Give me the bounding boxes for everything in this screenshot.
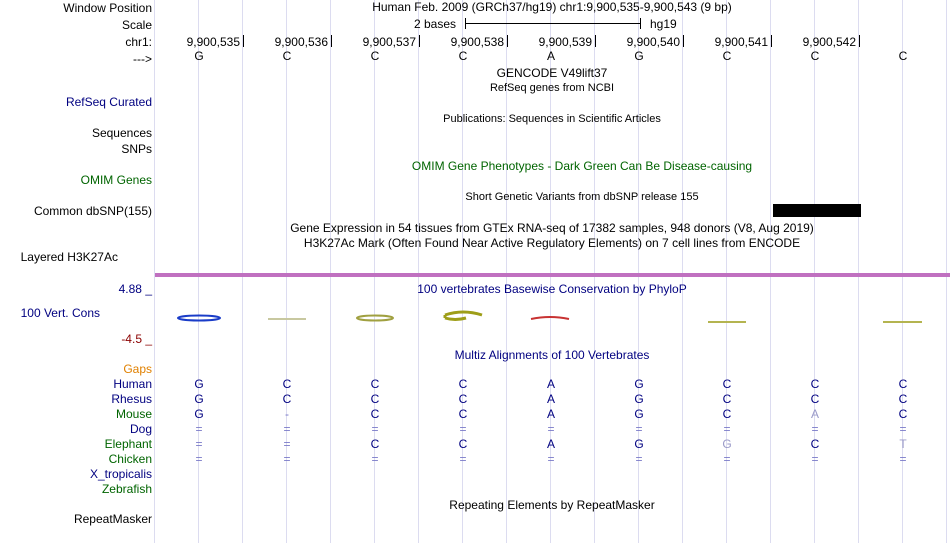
- alignment-base: G: [194, 377, 204, 391]
- alignment-base: =: [283, 422, 291, 436]
- alignment-base: C: [370, 437, 380, 451]
- ruler-position-label: 9,900,537: [362, 35, 416, 49]
- ruler-tick: [595, 35, 596, 47]
- alignment-base: G: [194, 392, 204, 406]
- publications-title[interactable]: Publications: Sequences in Scientific Articles: [443, 113, 661, 125]
- common-dbsnp-label[interactable]: Common dbSNP(155): [33, 204, 152, 218]
- chr-label: chr1:: [125, 35, 152, 49]
- alignment-base: A: [546, 377, 555, 391]
- species-label-mouse[interactable]: Mouse: [115, 407, 152, 421]
- ruler-tick: [683, 35, 684, 47]
- grid-line: [946, 0, 947, 543]
- alignment-base: -: [285, 407, 289, 421]
- refseq-subtitle[interactable]: RefSeq genes from NCBI: [489, 82, 615, 94]
- alignment-base: C: [810, 437, 820, 451]
- alignment-base: =: [899, 452, 907, 466]
- repeatmasker-title[interactable]: Repeating Elements by RepeatMasker: [449, 498, 655, 512]
- species-label-dog[interactable]: Dog: [129, 422, 152, 436]
- track-labels: [0, 0, 152, 543]
- alignment-base: G: [634, 437, 644, 451]
- alignment-base: =: [195, 452, 203, 466]
- vert-cons-label[interactable]: 100 Vert. Cons: [20, 306, 100, 320]
- scale-bar: [465, 23, 640, 24]
- alignment-base: =: [723, 422, 731, 436]
- alignment-base: A: [546, 392, 555, 406]
- alignment-base: C: [458, 377, 468, 391]
- alignment-base: C: [458, 437, 468, 451]
- alignment-base: A: [546, 407, 555, 421]
- alignment-base: =: [635, 452, 643, 466]
- ruler-position-label: 9,900,539: [538, 35, 592, 49]
- alignment-base: =: [283, 452, 291, 466]
- alignment-base: =: [195, 422, 203, 436]
- phylop-title[interactable]: 100 vertebrates Basewise Conservation by PhyloP: [417, 282, 687, 296]
- h3k27ac-title[interactable]: H3K27Ac Mark (Often Found Near Active Regulatory Elements) on 7 cell lines from ENCODE: [303, 236, 801, 250]
- ruler-tick: [859, 35, 860, 47]
- reference-base: G: [194, 49, 204, 63]
- refseq-curated-label[interactable]: RefSeq Curated: [65, 95, 152, 109]
- ruler-position-label: 9,900,535: [186, 35, 240, 49]
- grid-line: [242, 0, 243, 543]
- grid-line: [858, 0, 859, 543]
- alignment-base: =: [723, 452, 731, 466]
- ruler-tick: [419, 35, 420, 47]
- alignment-base: =: [371, 422, 379, 436]
- window-position-label: Window Position: [63, 1, 152, 15]
- alignment-base: C: [722, 407, 732, 421]
- grid-line: [154, 0, 155, 543]
- alignment-base: C: [458, 407, 468, 421]
- species-label-zebrafish[interactable]: Zebrafish: [101, 482, 152, 496]
- alignment-base: =: [371, 452, 379, 466]
- scale-bar-left-cap: [465, 18, 466, 29]
- grid-line: [770, 0, 771, 543]
- alignment-base: =: [547, 452, 555, 466]
- conservation-graph: [155, 306, 950, 328]
- scale-value: 2 bases: [414, 17, 457, 31]
- alignment-base: =: [635, 422, 643, 436]
- reference-base: C: [810, 49, 820, 63]
- dbsnp-variant-block[interactable]: [773, 204, 861, 217]
- gaps-label[interactable]: Gaps: [123, 362, 152, 376]
- alignment-base: A: [546, 437, 555, 451]
- strand-label[interactable]: --->: [133, 52, 152, 66]
- ruler-position-label: 9,900,541: [714, 35, 768, 49]
- alignment-base: =: [195, 437, 203, 451]
- alignment-base: G: [634, 392, 644, 406]
- reference-base: C: [898, 49, 908, 63]
- alignment-base: C: [370, 377, 380, 391]
- cons-mark-5: [531, 317, 569, 319]
- alignment-base: =: [811, 452, 819, 466]
- alignment-base: =: [459, 452, 467, 466]
- species-label-rhesus[interactable]: Rhesus: [111, 392, 152, 406]
- cons-mark-1: [178, 316, 220, 321]
- reference-base: C: [458, 49, 468, 63]
- snps-label[interactable]: SNPs: [121, 142, 152, 156]
- ruler-tick: [243, 35, 244, 47]
- alignment-base: C: [282, 392, 292, 406]
- scale-bar-right-cap: [640, 18, 641, 29]
- omim-title[interactable]: OMIM Gene Phenotypes - Dark Green Can Be Disease-causing: [411, 159, 753, 173]
- alignment-base: C: [810, 377, 820, 391]
- scale-label: Scale: [121, 18, 152, 32]
- cons-min-label: -4.5 _: [121, 332, 152, 346]
- alignment-base: =: [811, 422, 819, 436]
- alignment-base: =: [899, 422, 907, 436]
- alignment-base: G: [722, 437, 732, 451]
- cons-mark-3: [357, 316, 393, 321]
- grid-line: [330, 0, 331, 543]
- alignment-base: A: [810, 407, 819, 421]
- alignment-base: C: [370, 392, 380, 406]
- track-image[interactable]: [155, 0, 950, 543]
- multiz-title[interactable]: Multiz Alignments of 100 Vertebrates: [454, 348, 650, 362]
- ruler-tick: [507, 35, 508, 47]
- alignment-base: G: [634, 377, 644, 391]
- alignment-base: =: [459, 422, 467, 436]
- alignment-base: C: [898, 377, 908, 391]
- alignment-base: T: [899, 437, 907, 451]
- alignment-base: C: [722, 377, 732, 391]
- ruler-position-label: 9,900,540: [626, 35, 680, 49]
- section-divider-bar: [155, 273, 950, 277]
- alignment-base: G: [194, 407, 204, 421]
- species-label-chicken[interactable]: Chicken: [108, 452, 152, 466]
- species-label-elephant[interactable]: Elephant: [104, 437, 152, 451]
- alignment-base: C: [282, 377, 292, 391]
- alignment-base: C: [898, 392, 908, 406]
- alignment-base: =: [283, 437, 291, 451]
- reference-base: C: [282, 49, 292, 63]
- ruler-tick: [771, 35, 772, 47]
- reference-base: C: [370, 49, 380, 63]
- grid-line: [682, 0, 683, 543]
- species-label-x_tropicalis[interactable]: X_tropicalis: [89, 467, 152, 481]
- alignment-base: C: [370, 407, 380, 421]
- ruler-position-label: 9,900,538: [450, 35, 504, 49]
- alignment-base: G: [634, 407, 644, 421]
- reference-base: C: [722, 49, 732, 63]
- omim-genes-label[interactable]: OMIM Genes: [80, 173, 152, 187]
- cons-mark-4: [445, 312, 482, 320]
- reference-base: G: [634, 49, 644, 63]
- alignment-base: C: [458, 392, 468, 406]
- alignment-base: C: [810, 392, 820, 406]
- alignment-base: C: [722, 392, 732, 406]
- assembly-label: hg19: [650, 17, 677, 31]
- ruler-tick: [331, 35, 332, 47]
- alignment-base: C: [898, 407, 908, 421]
- dbsnp-title[interactable]: Short Genetic Variants from dbSNP release 155: [465, 191, 699, 203]
- cons-max-label: 4.88 _: [118, 282, 152, 296]
- reference-base: A: [546, 49, 555, 63]
- species-label-human[interactable]: Human: [113, 377, 152, 391]
- alignment-base: =: [547, 422, 555, 436]
- repeatmasker-label[interactable]: RepeatMasker: [73, 512, 152, 526]
- grid-line: [418, 0, 419, 543]
- gencode-title[interactable]: GENCODE V49lift37: [496, 66, 608, 80]
- gtex-title[interactable]: Gene Expression in 54 tissues from GTEx RNA-seq of 17382 samples, 948 donors (V8, Aug 2019): [290, 221, 814, 235]
- sequences-label[interactable]: Sequences: [91, 126, 152, 140]
- window-position-value: Human Feb. 2009 (GRCh37/hg19) chr1:9,900,535-9,900,543 (9 bp): [372, 0, 732, 14]
- ruler-position-label: 9,900,536: [274, 35, 328, 49]
- layered-h3k27ac-label[interactable]: Layered H3K27Ac: [20, 250, 118, 264]
- ruler-position-label: 9,900,542: [802, 35, 856, 49]
